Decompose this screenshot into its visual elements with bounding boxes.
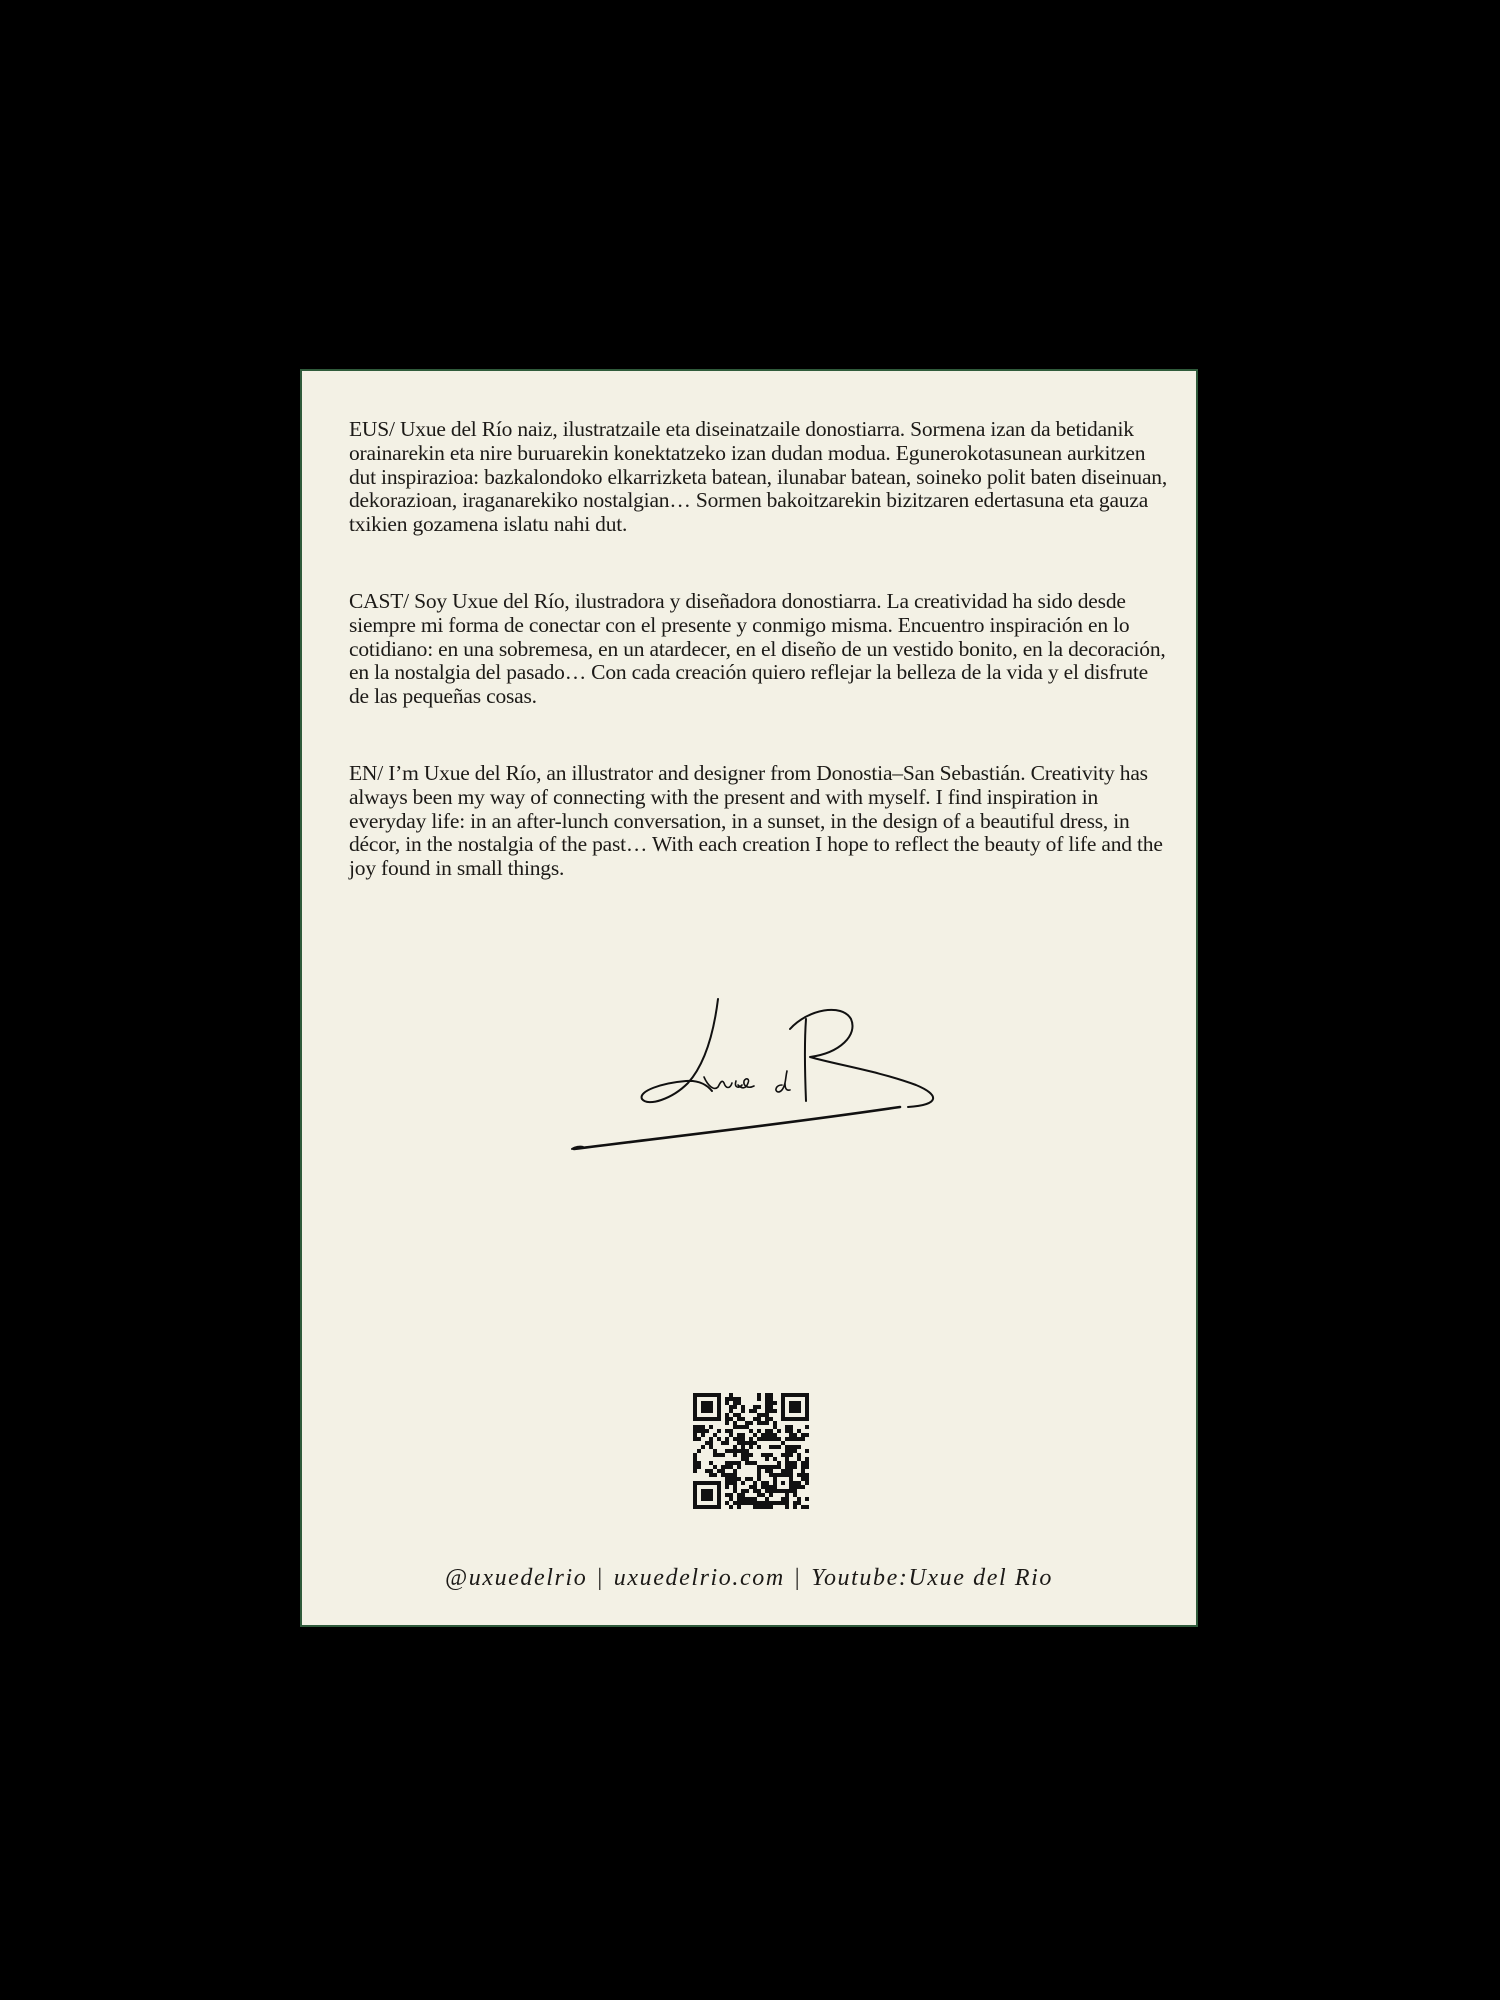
qr-code-icon (693, 1393, 809, 1509)
handwritten-signature (568, 991, 938, 1166)
bio-card (300, 369, 1198, 1627)
youtube-channel-link[interactable]: Youtube:Uxue del Rio (811, 1565, 1053, 1591)
instagram-handle-link[interactable]: @uxuedelrio (445, 1565, 588, 1591)
footer-separator: | (794, 1565, 802, 1591)
contact-footer (302, 1565, 1196, 1592)
bio-basque: EUS/ Uxue del Río naiz, ilustratzaile eta diseinatzaile donostiarra. Sormena izan da betidanik orainarekin eta nire buruarekin konektatzeko izan dudan modua. Egunerokotasunean aurkitzen dut inspirazioa: bazkalondoko elkarrizketa batean, ilunabar batean, soineko polit baten diseinuan, dekorazioan, iraganarekiko nostalgian… Sormen bakoitzarekin bizitzaren edertasuna eta gauza txikien gozamena islatu nahi dut. (349, 417, 1168, 537)
bio-english: EN/ I’m Uxue del Río, an illustrator and designer from Donostia–San Sebastián. Creativity has always been my way of connecting with the present and with myself. I find inspiration in everyday life: in an after-lunch conversation, in a sunset, in the design of a beautiful dress, in décor, in the nostalgia of the past… With each creation I hope to reflect the beauty of life and the joy found in small things. (349, 761, 1163, 881)
website-link[interactable]: uxuedelrio.com (613, 1565, 785, 1591)
footer-separator: | (597, 1565, 604, 1591)
bio-spanish: CAST/ Soy Uxue del Río, ilustradora y diseñadora donostiarra. La creatividad ha sido desde siempre mi forma de conectar con el presente y conmigo misma. Encuentro inspiración en lo cotidiano: en una sobremesa, en un atardecer, en el diseño de un vestido bonito, en la decoración, en la nostalgia del pasado… Con cada creación quiero reflejar la belleza de la vida y el disfrute de las pequeñas cosas. (349, 589, 1166, 709)
